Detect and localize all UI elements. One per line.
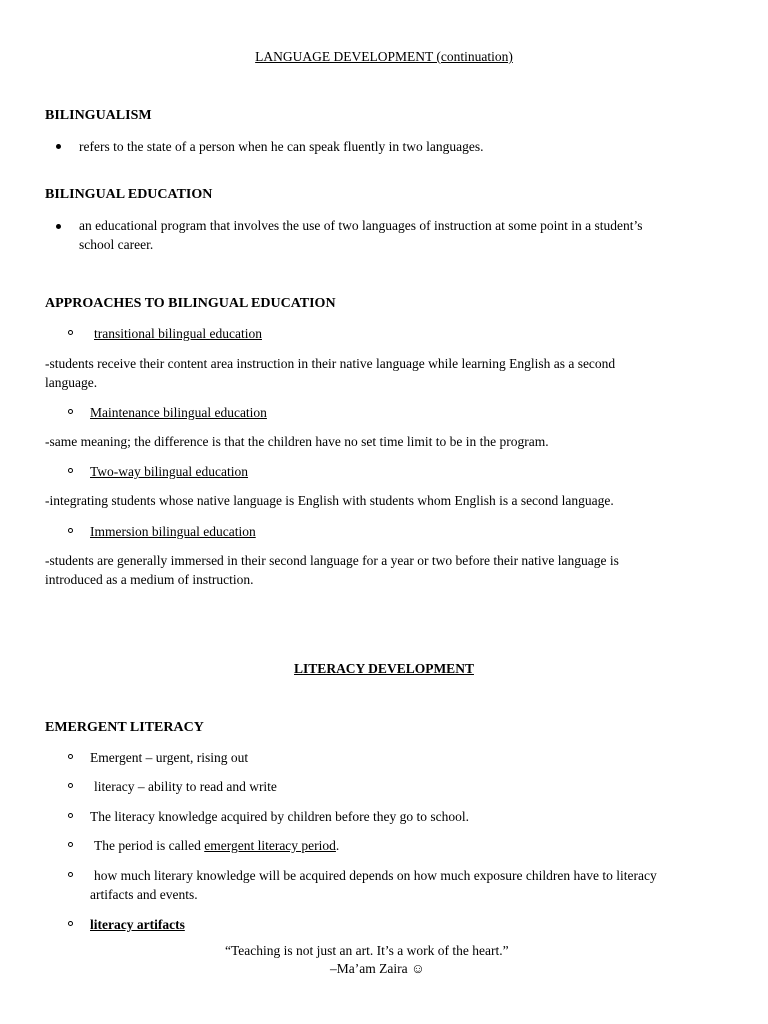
period-term: emergent literacy period [204, 838, 336, 853]
approach-transitional-desc-line2: language. [45, 375, 98, 390]
bilingualism-heading: BILINGUALISM [45, 108, 152, 123]
approach-immersion-desc-line1: -students are generally immersed in their second language for a year or two before their native language is [45, 553, 619, 568]
literacy-artifacts: literacy artifacts [90, 917, 185, 932]
emergent-item-exposure-line2: artifacts and events. [90, 887, 198, 902]
bullet-icon [56, 224, 61, 229]
emergent-item-period [94, 836, 339, 855]
circle-bullet-icon [68, 528, 73, 533]
circle-bullet-icon [68, 754, 73, 759]
approach-transitional-label: transitional bilingual education [94, 326, 262, 341]
page-title-text: LANGUAGE DEVELOPMENT (continuation) [255, 49, 513, 64]
bilingual-education-definition-line1: an educational program that involves the use of two languages of instruction at some point in a student’s [79, 218, 643, 233]
approach-immersion-desc-line2: introduced as a medium of instruction. [45, 572, 254, 587]
approach-maintenance-label: Maintenance bilingual education [90, 405, 267, 420]
emergent-item-literacy: literacy – ability to read and write [94, 779, 277, 794]
page-title [0, 47, 768, 66]
emergent-literacy-heading: EMERGENT LITERACY [45, 720, 204, 735]
circle-bullet-icon [68, 842, 73, 847]
period-suffix: . [335, 838, 340, 853]
approaches-heading: APPROACHES TO BILINGUAL EDUCATION [45, 296, 336, 311]
bilingualism-definition: refers to the state of a person when he can speak fluently in two languages. [79, 139, 484, 154]
quote-author: –Ma’am Zaira ☺ [330, 961, 425, 976]
circle-bullet-icon [68, 783, 73, 788]
bilingual-education-heading: BILINGUAL EDUCATION [45, 187, 213, 202]
emergent-item-knowledge: The literacy knowledge acquired by children before they go to school. [90, 809, 469, 824]
circle-bullet-icon [68, 813, 73, 818]
approach-immersion-label: Immersion bilingual education [90, 524, 256, 539]
approach-maintenance-desc: -same meaning; the difference is that the children have no set time limit to be in the program. [45, 434, 549, 449]
approach-two-way-desc: -integrating students whose native language is English with students whom English is a second language. [45, 493, 614, 508]
circle-bullet-icon [68, 409, 73, 414]
period-prefix: The period is called [94, 838, 205, 853]
quote-text: “Teaching is not just an art. It’s a work of the heart.” [225, 943, 509, 958]
emergent-item-exposure-line1: how much literary knowledge will be acquired depends on how much exposure children have to literacy [94, 868, 657, 883]
literacy-title-text: LITERACY DEVELOPMENT [294, 661, 474, 676]
circle-bullet-icon [68, 872, 73, 877]
approach-two-way-label: Two-way bilingual education [90, 464, 249, 479]
emergent-item-definition: Emergent – urgent, rising out [90, 750, 249, 765]
circle-bullet-icon [68, 330, 73, 335]
approach-transitional-desc-line1: -students receive their content area instruction in their native language while learning English as a second [45, 356, 616, 371]
circle-bullet-icon [68, 468, 73, 473]
literacy-title [0, 659, 768, 678]
bilingual-education-definition-line2: school career. [79, 237, 154, 252]
bullet-icon [56, 144, 61, 149]
circle-bullet-icon [68, 921, 73, 926]
